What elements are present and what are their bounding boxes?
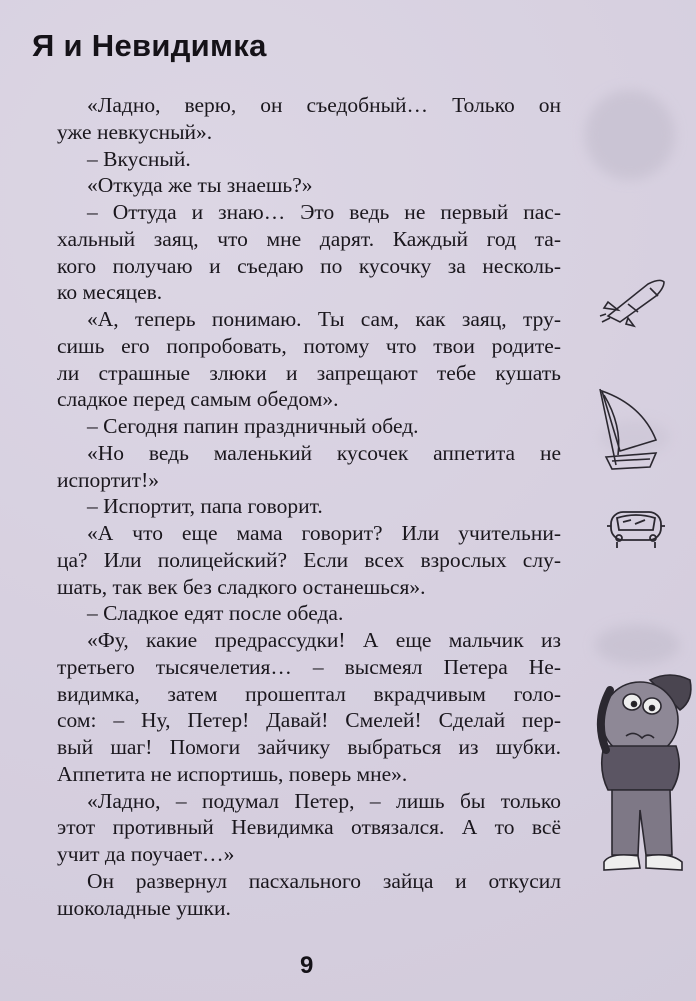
rocket-illustration xyxy=(598,272,670,328)
text-line: видимка, затем прошептал вкрадчивым голо- xyxy=(57,681,561,706)
text-line: ца? Или полицейский? Если всех взрослых слу- xyxy=(57,547,561,572)
sailboat-illustration xyxy=(592,385,662,475)
text-line: кого получаю и съедаю по кусочку за несколь- xyxy=(57,253,561,278)
text-line: вый шаг! Помоги зайчику выбраться из шубки. xyxy=(57,735,561,759)
text-line: «А что еще мама говорит? Или учительни- xyxy=(87,521,561,545)
bleed-through-blot xyxy=(585,90,675,180)
text-line: ли страшные злюки и запрещают тебе кушать xyxy=(57,360,561,385)
text-line: «Ладно, верю, он съедобный… Только он xyxy=(87,93,561,117)
text-line: – Вкусный. xyxy=(87,146,191,171)
page-title: Я и Невидимка xyxy=(32,28,267,63)
text-line: Аппетита не испортишь, поверь мне». xyxy=(57,761,408,786)
text-line: шоколадные ушки. xyxy=(57,895,231,920)
text-line: Он развернул пасхального зайца и откусил xyxy=(87,868,561,893)
text-line: «А, теперь понимаю. Ты сам, как заяц, тру- xyxy=(87,307,561,331)
text-line: шать, так век без сладкого останешься». xyxy=(57,574,426,599)
text-line: ко месяцев. xyxy=(57,280,163,305)
text-line: хальный заяц, что мне дарят. Каждый год та- xyxy=(57,226,561,251)
text-line: «Ладно, – подумал Петер, – лишь бы только xyxy=(87,788,561,813)
text-line: «Но ведь маленький кусочек аппетита не xyxy=(87,440,561,465)
text-line: уже невкусный». xyxy=(57,119,213,144)
text-line: учит да поучает…» xyxy=(57,842,235,866)
text-line: «Фу, какие предрассудки! А еще мальчик из xyxy=(87,628,561,652)
boy-character-illustration xyxy=(590,650,696,926)
text-line: сом: – Ну, Петер! Давай! Смелей! Сделай пер- xyxy=(57,708,561,733)
text-line: – Оттуда и знаю… Это ведь не первый пас- xyxy=(87,200,561,224)
page-number: 9 xyxy=(300,952,314,979)
text-line: – Испортит, папа говорит. xyxy=(87,494,323,519)
text-line: «Откуда же ты знаешь?» xyxy=(87,173,313,198)
text-line: испортит!» xyxy=(57,467,159,492)
text-line: третьего тысячелетия… – высмеял Петера Не- xyxy=(57,654,561,679)
story-text xyxy=(57,92,561,921)
text-line: – Сладкое едят после обеда. xyxy=(87,601,344,626)
text-line: этот противный Невидимка отвязался. А то всё xyxy=(57,815,561,840)
car-illustration xyxy=(605,508,667,550)
text-line: – Сегодня папин праздничный обед. xyxy=(87,414,419,438)
text-line: сишь его попробовать, потому что твои родите- xyxy=(57,333,561,358)
text-line: сладкое перед самым обедом». xyxy=(57,387,339,412)
